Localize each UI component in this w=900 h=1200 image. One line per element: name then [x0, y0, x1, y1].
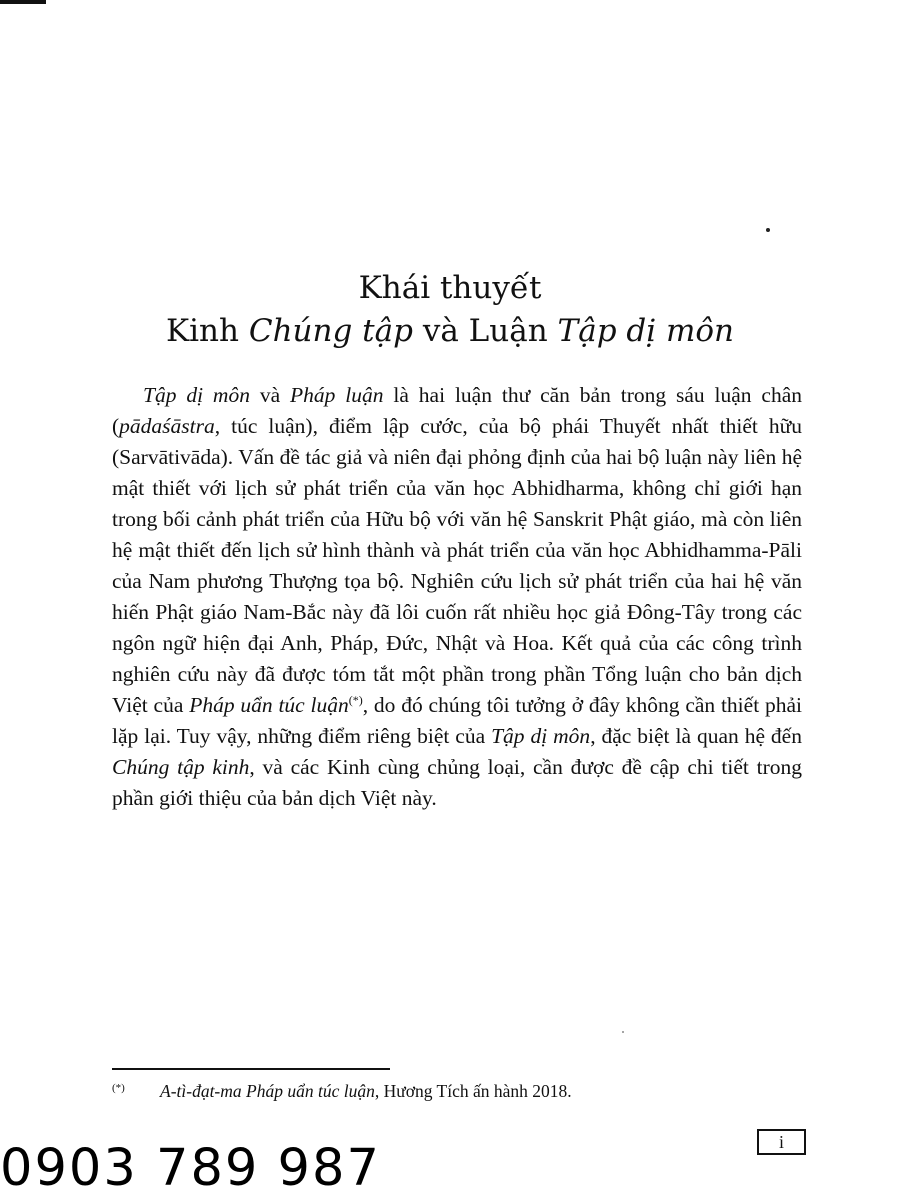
body-text-run: và	[249, 383, 291, 407]
footnote-text: , Hương Tích ấn hành 2018.	[374, 1081, 572, 1101]
italic-term: Tập dị môn	[143, 383, 250, 407]
chapter-title	[0, 266, 900, 353]
body-text-run: , đặc biệt là quan hệ đến	[590, 724, 802, 748]
italic-term: pādaśāstra	[119, 414, 215, 438]
italic-term: Chúng tập kinh	[112, 755, 250, 779]
title-italic-word: Tập dị môn	[557, 313, 735, 349]
title-italic-word: Chúng tập	[248, 313, 413, 349]
italic-term: Pháp uẩn túc luận	[189, 693, 349, 717]
italic-term: Pháp luận	[290, 383, 384, 407]
title-word: và Luận	[422, 313, 548, 349]
footnote-divider	[112, 1068, 390, 1070]
corner-scan-mark	[0, 0, 46, 4]
body-text-run: , do đó chúng tôi tưởng ở đây không cần thiết phải lặp lại. Tuy vậy, những điểm riêng biệt của	[112, 693, 803, 748]
body-text-run: , túc luận), điểm lập cước, của bộ phái Thuyết nhất thiết hữu (Sarvātivāda). Vấn đề tác giả và niên đại phỏng định của hai bộ luận này liên hệ mật thiết với lịch sử phát triển của văn học Abhidharma, không chỉ giới hạn trong bối cảnh phát triển của Hữu bộ với văn hệ Sanskrit Phật giáo, mà còn liên hệ mật thiết đến lịch sử hình thành và phát triển của văn học Abhidhamma-Pāli của Nam phương Thượng tọa bộ. Nghiên cứu lịch sử phát triển của hai hệ văn hiến Phật giáo Nam-Bắc này đã lôi cuốn rất nhiều học giả Đông-Tây trong các ngôn ngữ hiện đại Anh, Pháp, Đức, Nhật và Hoa. Kết quả của các công trình nghiên cứu này đã được tóm tắt một phần trong phần Tổng luận cho bản dịch Việt của	[112, 414, 802, 717]
italic-term: Tập dị môn	[491, 724, 591, 748]
body-text-run: là hai luận thư căn bản trong sáu luận chân (	[112, 383, 803, 438]
scan-speck	[622, 1031, 624, 1033]
title-word: Kinh	[165, 313, 239, 349]
scan-speck	[766, 228, 770, 232]
footnote-reference: (*)	[348, 692, 363, 707]
footnote-title: A-tì-đạt-ma Pháp uẩn túc luận	[160, 1081, 375, 1101]
body-paragraph	[112, 380, 802, 814]
body-text-run: , và các Kinh cùng chủng loại, cần được đề cập chi tiết trong phần giới thiệu của bản dịch Việt này.	[112, 755, 802, 810]
footnote	[112, 1078, 802, 1104]
title-line-1: Khái thuyết	[358, 270, 542, 306]
page-number: i	[757, 1129, 806, 1155]
phone-number-watermark: 0903 789 987	[0, 1139, 381, 1198]
footnote-marker: (*)	[112, 1082, 125, 1094]
title-line-2	[0, 309, 900, 353]
